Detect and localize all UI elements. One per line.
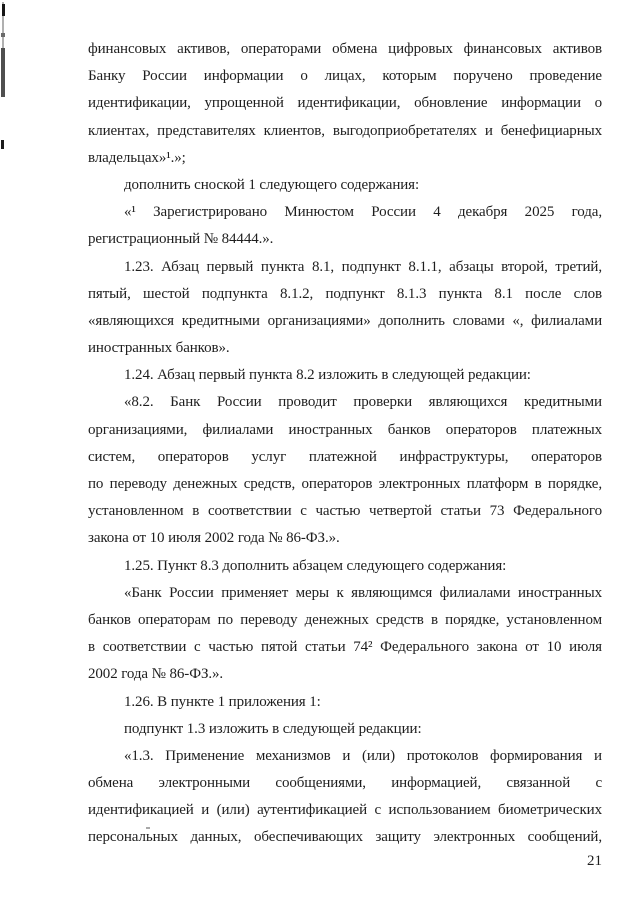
paragraph [88,743,602,852]
text-line: 2002 года № 86-ФЗ.». [88,666,224,683]
paragraph [88,362,602,389]
text-line: подпункт 1.3 изложить в следующей редакции: [124,720,422,737]
text-line: закона от 10 июля 2002 года № 86-ФЗ.». [88,530,340,547]
scan-artifact-tick [1,33,5,37]
text-line: «1.3. Применение механизмов и (или) протоколов формирования и [124,747,602,764]
text-line: дополнить сноской 1 следующего содержания: [124,176,420,193]
paragraph [88,716,602,743]
document-text [88,36,602,852]
scan-artifact-small-mark [1,140,4,149]
text-line: 1.26. В пункте 1 приложения 1: [124,693,321,710]
text-line: по переводу денежных средств, операторов электронных платформ в порядке, [88,476,602,492]
text-line: «¹ Зарегистрировано Минюстом России 4 декабря 2025 года, [124,204,602,221]
text-line: идентификации, упрощенной идентификации, обновление информации о [88,95,602,112]
text-line: Банку России информации о лицах, которым поручено проведение [88,68,602,85]
scan-artifact-black-segment [2,4,5,16]
text-line: 1.23. Абзац первый пункта 8.1, подпункт 8.1.1, абзацы второй, третий, [124,258,602,275]
text-line: установленном в соответствии с частью четвертой статьи 73 Федерального [88,503,602,520]
text-line: организациями, филиалами иностранных банков операторов платежных [88,421,602,438]
paragraph [88,389,602,552]
paragraph [88,199,602,253]
scan-artifact-thick-bar [1,48,5,97]
text-line: обмена электронными сообщениями, информацией, связанной с [88,775,602,792]
text-line: регистрационный № 84444.». [88,231,274,248]
text-line: банков операторам по переводу денежных средств в порядке, установленном [88,611,602,628]
text-line: клиентах, представителях клиентов, выгодоприобретателях и бенефициарных [88,122,602,139]
paragraph [88,254,602,363]
text-line: финансовых активов, операторами обмена цифровых финансовых активов [88,41,602,57]
text-line: владельцах»¹.»; [88,149,186,166]
paragraph [88,553,602,580]
text-line: «8.2. Банк России проводит проверки являющихся кредитными [124,394,602,411]
paragraph [88,172,602,199]
text-line: 1.24. Абзац первый пункта 8.2 изложить в следующей редакции: [124,367,531,384]
paragraph [88,580,602,689]
text-line: иностранных банков». [88,340,230,357]
text-line: 1.25. Пункт 8.3 дополнить абзацем следующего содержания: [124,557,507,574]
paragraph [88,36,602,172]
text-line: пятый, шестой подпункта 8.1.2, подпункт 8.1.3 пункта 8.1 после слов [88,285,602,302]
text-line: «Банк России применяет меры к являющимся филиалами иностранных [124,584,602,601]
text-line: «являющихся кредитными организациями» дополнить словами «, филиалами [88,312,602,329]
text-line: персональных данных, обеспечивающих защиту электронных сообщений, [88,829,602,846]
page-number: 21 [587,853,602,869]
text-line: систем, операторов услуг платежной инфраструктуры, операторов [88,448,602,465]
paragraph [88,689,602,716]
text-line: идентификацией и (или) аутентификацией с использованием биометрических [88,802,602,819]
text-line: в соответствии с частью пятой статьи 74² Федерального закона от 10 июля [88,639,602,656]
